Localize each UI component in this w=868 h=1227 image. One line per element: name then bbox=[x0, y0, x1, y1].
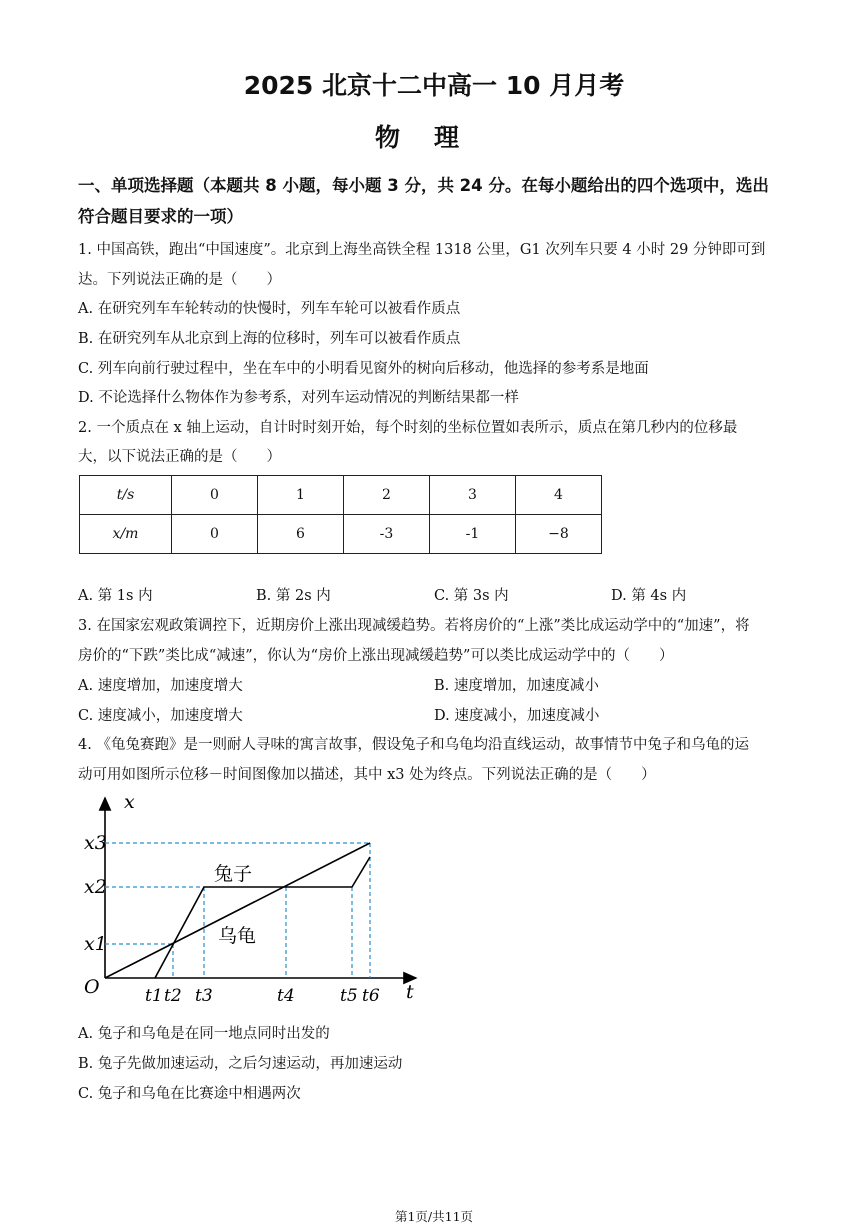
x-tick-t5: t5 bbox=[340, 986, 358, 1006]
page-number: 第1页/共11页 bbox=[394, 1209, 474, 1224]
section-heading-line2: 符合题目要求的一项） bbox=[78, 207, 243, 226]
q2-option-a: A. 第 1s 内 bbox=[78, 588, 153, 604]
table-cell: 3 bbox=[430, 476, 516, 515]
q1-option-c: C. 列车向前行驶过程中，坐在车中的小明看见窗外的树向后移动，他选择的参考系是地面 bbox=[78, 361, 649, 377]
q3-option-a: A. 速度增加，加速度增大 bbox=[78, 678, 243, 694]
q2-stem-line1: 2. 一个质点在 x 轴上运动，自计时时刻开始，每个时刻的坐标位置如表所示，质点在第几秒内的位移最 bbox=[78, 420, 738, 436]
q4-option-a: A. 兔子和乌龟是在同一地点同时出发的 bbox=[78, 1026, 330, 1042]
q1-option-a: A. 在研究列车车轮转动的快慢时，列车车轮可以被看作质点 bbox=[78, 301, 461, 317]
y-tick-x1: x1 bbox=[84, 933, 107, 955]
table-cell: 1 bbox=[258, 476, 344, 515]
q1-stem-line1: 1. 中国高铁，跑出“中国速度”。北京到上海坐高铁全程 1318 公里，G1 次列车只要 4 小时 29 分钟即可到 bbox=[78, 242, 766, 258]
q1-option-b: B. 在研究列车从北京到上海的位移时，列车可以被看作质点 bbox=[78, 331, 461, 347]
table-row bbox=[80, 476, 602, 515]
x-tick-t1: t1 bbox=[145, 986, 163, 1006]
q1-option-d: D. 不论选择什么物体作为参考系，对列车运动情况的判断结果都一样 bbox=[78, 390, 519, 406]
table-cell: -1 bbox=[430, 515, 516, 554]
x-axis-label: t bbox=[406, 981, 414, 1003]
rabbit-label: 兔子 bbox=[214, 863, 253, 885]
table-cell: -3 bbox=[344, 515, 430, 554]
tortoise-label: 乌龟 bbox=[218, 925, 257, 947]
y-tick-x2: x2 bbox=[84, 876, 107, 898]
q4-stem-line1: 4. 《龟兔赛跑》是一则耐人寻味的寓言故事，假设兔子和乌龟均沿直线运动，故事情节中兔子和乌龟的运 bbox=[78, 737, 749, 753]
table-cell: 6 bbox=[258, 515, 344, 554]
q3-option-c: C. 速度减小，加速度增大 bbox=[78, 708, 243, 724]
x-tick-t4: t4 bbox=[277, 986, 295, 1006]
q4-xt-graph bbox=[70, 788, 430, 1013]
q4-option-b: B. 兔子先做加速运动，之后匀速运动，再加速运动 bbox=[78, 1056, 403, 1072]
table-cell: 0 bbox=[172, 476, 258, 515]
q4-stem-line2: 动可用如图所示位移－时间图像加以描述，其中 x3 处为终点。下列说法正确的是（ ） bbox=[78, 767, 656, 783]
y-axis-label: x bbox=[124, 791, 135, 813]
q3-option-b: B. 速度增加，加速度减小 bbox=[434, 678, 599, 694]
exam-title: 2025 北京十二中高一 10 月月考 bbox=[243, 71, 625, 100]
origin-label: O bbox=[84, 976, 100, 998]
q4-option-c: C. 兔子和乌龟在比赛途中相遇两次 bbox=[78, 1086, 301, 1102]
q2-option-b: B. 第 2s 内 bbox=[256, 588, 331, 604]
table-cell: 2 bbox=[344, 476, 430, 515]
table-cell: 0 bbox=[172, 515, 258, 554]
q2-position-table bbox=[79, 475, 602, 554]
section-heading-line1: 一、单项选择题（本题共 8 小题，每小题 3 分，共 24 分。在每小题给出的四个选项中，选出 bbox=[78, 176, 769, 195]
q3-stem-line1: 3. 在国家宏观政策调控下，近期房价上涨出现减缓趋势。若将房价的“上涨”类比成运动学中的“加速”，将 bbox=[78, 618, 750, 634]
q3-stem-line2: 房价的“下跌”类比成“减速”，你认为“房价上涨出现减缓趋势”可以类比成运动学中的（ ） bbox=[78, 648, 674, 664]
q3-option-d: D. 速度减小，加速度减小 bbox=[434, 708, 600, 724]
q2-stem-line2: 大，以下说法正确的是（ ） bbox=[78, 449, 281, 465]
table-row bbox=[80, 515, 602, 554]
q2-option-d: D. 第 4s 内 bbox=[611, 588, 687, 604]
rabbit-line bbox=[155, 857, 370, 978]
x-tick-t6: t6 bbox=[362, 986, 380, 1006]
x-tick-t2: t2 bbox=[164, 986, 182, 1006]
table-cell: −8 bbox=[516, 515, 602, 554]
y-tick-x3: x3 bbox=[84, 832, 107, 854]
table-cell: 4 bbox=[516, 476, 602, 515]
subject-title: 物理 bbox=[374, 123, 493, 152]
table-cell: x/m bbox=[80, 515, 172, 554]
table-cell: t/s bbox=[80, 476, 172, 515]
x-tick-t3: t3 bbox=[195, 986, 213, 1006]
q1-stem-line2: 达。下列说法正确的是（ ） bbox=[78, 272, 281, 288]
q2-option-c: C. 第 3s 内 bbox=[434, 588, 509, 604]
